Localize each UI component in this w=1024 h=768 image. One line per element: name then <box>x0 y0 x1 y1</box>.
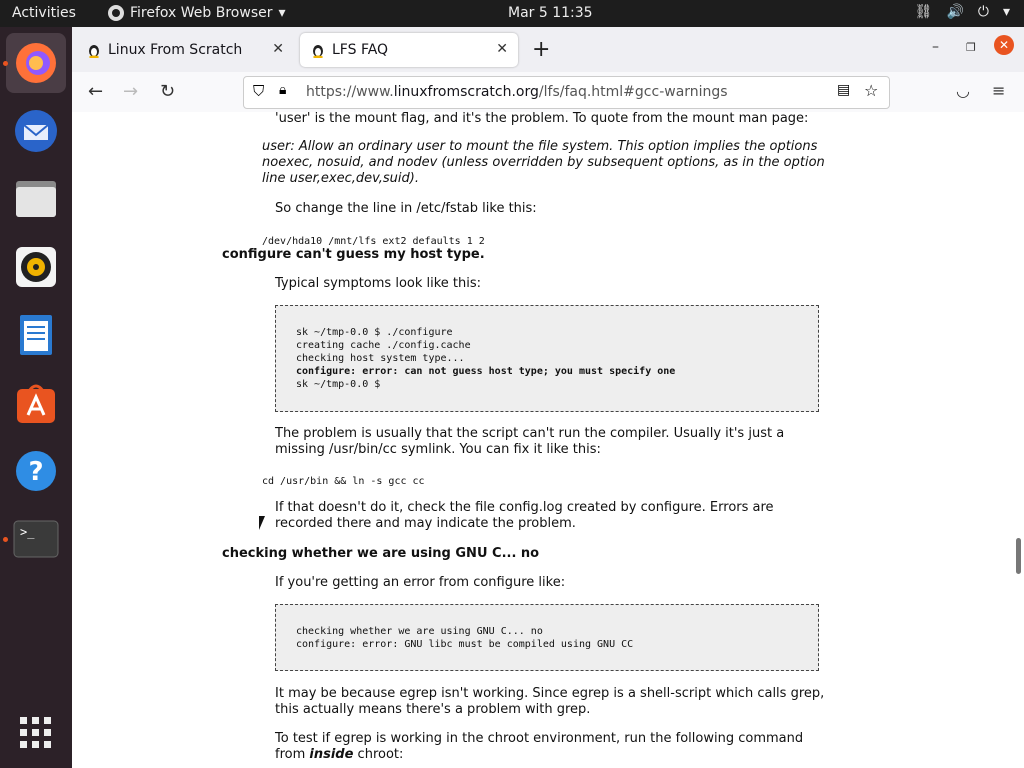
dock-rhythmbox[interactable] <box>12 243 60 291</box>
code-line: sk ~/tmp-0.0 $ <box>296 379 381 390</box>
tab-lfs-faq[interactable] <box>300 33 518 67</box>
volume-icon: 🔊 <box>946 4 964 20</box>
bookmark-star-icon[interactable]: ☆ <box>864 81 879 100</box>
running-indicator <box>3 61 8 66</box>
hamburger-menu-icon[interactable]: ≡ <box>992 81 1006 100</box>
scrollbar-thumb[interactable] <box>1016 538 1021 574</box>
terminal-icon <box>13 519 59 559</box>
app-center-icon <box>14 381 58 425</box>
dock <box>0 27 72 768</box>
shield-icon[interactable]: ⛉ <box>253 82 265 100</box>
paragraph: from inside chroot: <box>275 747 404 762</box>
files-icon <box>14 177 58 221</box>
app-menu[interactable] <box>108 5 286 21</box>
forward-arrow-icon[interactable]: → <box>123 81 139 102</box>
chevron-down-icon: ▾ <box>278 5 286 21</box>
svg-text:>_: >_ <box>20 525 35 539</box>
dock-firefox[interactable] <box>6 33 66 93</box>
paragraph: It may be because egrep isn't working. Since egrep is a shell-script which calls grep, <box>275 686 825 701</box>
man-page-quote: user: Allow an ordinary user to mount the file system. This option implies the options noexec, nosuid, and nodev (unless overridden by subsequent options, as in the option line user,exec,dev,suid). <box>262 139 825 186</box>
code-block <box>275 604 819 671</box>
help-icon <box>14 449 58 493</box>
mouse-cursor-icon <box>259 516 265 530</box>
paragraph: The problem is usually that the script can't run the compiler. Usually it's just a <box>275 426 785 441</box>
paragraph: recorded there and may indicate the problem. <box>275 516 576 531</box>
svg-text:?: ? <box>28 457 44 487</box>
chevron-down-icon: ▾ <box>1002 4 1010 20</box>
page-content <box>72 112 1024 768</box>
close-icon[interactable]: ✕ <box>496 41 508 57</box>
navigation-toolbar <box>72 72 1024 113</box>
minimize-icon[interactable]: – <box>932 39 939 55</box>
close-window-icon[interactable]: ✕ <box>994 35 1014 55</box>
code-line: checking host system type... <box>296 353 465 364</box>
pocket-icon[interactable]: ◡ <box>956 81 970 100</box>
back-arrow-icon[interactable]: ← <box>88 81 104 102</box>
firefox-icon <box>14 41 58 85</box>
dock-thunderbird[interactable] <box>12 107 60 155</box>
firefox-small-icon <box>108 5 124 21</box>
dock-help[interactable] <box>12 447 60 495</box>
close-icon[interactable]: ✕ <box>272 41 284 57</box>
rhythmbox-icon <box>14 245 58 289</box>
tab-linux-from-scratch[interactable] <box>76 33 294 67</box>
paragraph: If you're getting an error from configure like: <box>275 575 566 590</box>
restore-icon[interactable]: ❐ <box>966 41 976 54</box>
new-tab-plus-icon[interactable]: + <box>532 37 551 62</box>
dock-writer[interactable] <box>12 311 60 359</box>
thunderbird-icon <box>13 108 59 154</box>
section-heading: configure can't guess my host type. <box>222 247 485 262</box>
paragraph: If that doesn't do it, check the file config.log created by configure. Errors are <box>275 500 774 515</box>
tab-title: Linux From Scratch <box>108 42 243 58</box>
dock-terminal[interactable] <box>12 515 60 563</box>
show-apps-icon <box>19 716 53 750</box>
url-bar[interactable] <box>243 76 890 109</box>
code-line: cd /usr/bin && ln -s gcc cc <box>262 476 425 487</box>
paragraph: Typical symptoms look like this: <box>275 276 482 291</box>
tab-strip <box>72 27 1024 72</box>
paragraph: this actually means there's a problem with grep. <box>275 702 591 717</box>
dock-show-apps[interactable] <box>12 709 60 757</box>
app-menu-label: Firefox Web Browser <box>130 5 273 21</box>
system-top-bar <box>0 0 1024 27</box>
activities-button[interactable]: Activities <box>12 5 76 21</box>
reader-view-icon[interactable]: ▤ <box>837 82 851 98</box>
tux-favicon-icon <box>310 42 326 58</box>
tab-title: LFS FAQ <box>332 42 389 58</box>
network-icon: ⛓ <box>914 4 933 20</box>
code-line: checking whether we are using GNU C... no <box>296 626 543 637</box>
running-indicator <box>3 537 8 542</box>
libreoffice-writer-icon <box>14 313 58 357</box>
paragraph: To test if egrep is working in the chroot environment, run the following command <box>275 731 804 746</box>
power-icon: ⏻ <box>977 4 989 20</box>
section-heading: checking whether we are using GNU C... no <box>222 546 540 561</box>
dock-app-center[interactable] <box>12 379 60 427</box>
paragraph: 'user' is the mount flag, and it's the problem. To quote from the mount man page: <box>275 112 809 126</box>
code-block <box>275 305 819 412</box>
tux-favicon-icon <box>86 42 102 58</box>
url-text[interactable]: https://www.linuxfromscratch.org/lfs/faq.html#gcc-warnings <box>306 84 728 100</box>
clock[interactable]: Mar 5 11:35 <box>508 5 593 21</box>
paragraph: missing /usr/bin/cc symlink. You can fix it like this: <box>275 442 601 457</box>
code-line: sk ~/tmp-0.0 $ ./configure <box>296 327 453 338</box>
code-line: creating cache ./config.cache <box>296 340 471 351</box>
emphasis: inside <box>309 747 354 762</box>
reload-icon[interactable]: ↻ <box>160 81 176 102</box>
code-line: configure: error: GNU libc must be compiled using GNU CC <box>296 639 634 650</box>
code-line: /dev/hda10 /mnt/lfs ext2 defaults 1 2 <box>262 236 485 247</box>
system-tray[interactable] <box>915 4 1010 20</box>
lock-icon[interactable]: 🔒︎ <box>279 82 287 98</box>
paragraph: So change the line in /etc/fstab like this: <box>275 201 537 216</box>
code-line-error: configure: error: can not guess host type; you must specify one <box>296 366 676 377</box>
dock-files[interactable] <box>12 175 60 223</box>
